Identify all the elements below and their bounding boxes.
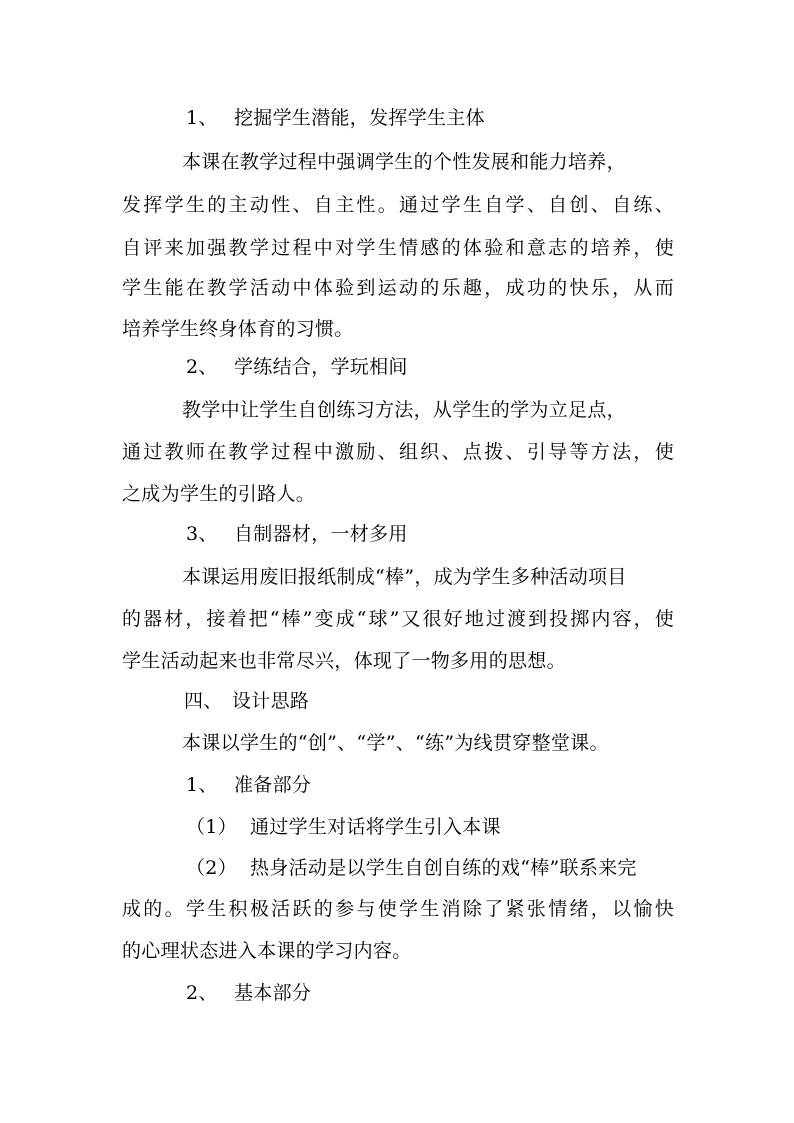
paragraph-line: 发挥学生的主动性、自主性。通过学生自学、自创、自练、 <box>122 194 674 216</box>
heading-number: 1、 <box>186 107 218 129</box>
heading-text: 设计思路 <box>232 690 310 712</box>
paragraph-line: 成的。学生积极活跃的参与使学生消除了紧张情绪，以愉快 <box>122 898 674 920</box>
subheading-basic <box>186 981 746 1005</box>
paragraph-line: 本课运用废旧报纸制成“棒”，成为学生多种活动项目 <box>182 566 627 588</box>
subheading-preparation <box>186 773 746 797</box>
section-heading <box>184 689 744 713</box>
heading-number: 2、 <box>186 982 218 1004</box>
paragraph-line: 学生活动起来也非常尽兴，体现了一物多用的思想。 <box>122 650 566 672</box>
paragraph-line: 的器材，接着把“棒”变成“球”又很好地过渡到投掷内容，使 <box>122 608 674 630</box>
list-number: （1） <box>186 816 237 838</box>
list-item-2 <box>186 856 672 880</box>
paragraph-line: 培养学生终身体育的习惯。 <box>122 318 354 340</box>
heading-text: 自制器材，一材多用 <box>234 523 408 545</box>
paragraph-line: 教学中让学生自创练习方法，从学生的学为立足点， <box>182 399 626 421</box>
heading-text: 基本部分 <box>234 982 312 1004</box>
list-text: 通过学生对话将学生引入本课 <box>250 816 501 838</box>
list-item-1 <box>186 815 746 839</box>
list-text: 热身活动是以学生自创自练的戏“棒”联系来完 <box>250 857 637 879</box>
heading-number: 2、 <box>186 356 218 378</box>
paragraph-line: 本课在教学过程中强调学生的个性发展和能力培养， <box>182 151 626 173</box>
paragraph-line: 之成为学生的引路人。 <box>122 483 316 505</box>
paragraph-line: 本课以学生的“创”、“学”、“练”为线贯穿整堂课。 <box>182 732 609 754</box>
heading-text: 学练结合，学玩相间 <box>234 356 408 378</box>
paragraph-line: 的心理状态进入本课的学习内容。 <box>122 940 412 962</box>
paragraph-line: 自评来加强教学过程中对学生情感的体验和意志的培养，使 <box>122 237 674 259</box>
paragraph-line: 学生能在教学活动中体验到运动的乐趣，成功的快乐，从而 <box>122 277 674 299</box>
paragraph-line: 通过教师在教学过程中激励、组织、点拨、引导等方法，使 <box>122 441 674 463</box>
heading-2 <box>186 355 746 379</box>
heading-text: 准备部分 <box>234 774 312 796</box>
heading-1 <box>186 106 746 130</box>
list-number: （2） <box>186 857 237 879</box>
heading-number: 1、 <box>186 774 218 796</box>
heading-number: 四、 <box>184 690 223 712</box>
heading-text: 挖掘学生潜能，发挥学生主体 <box>234 107 485 129</box>
heading-3 <box>186 522 746 546</box>
heading-number: 3、 <box>186 523 218 545</box>
